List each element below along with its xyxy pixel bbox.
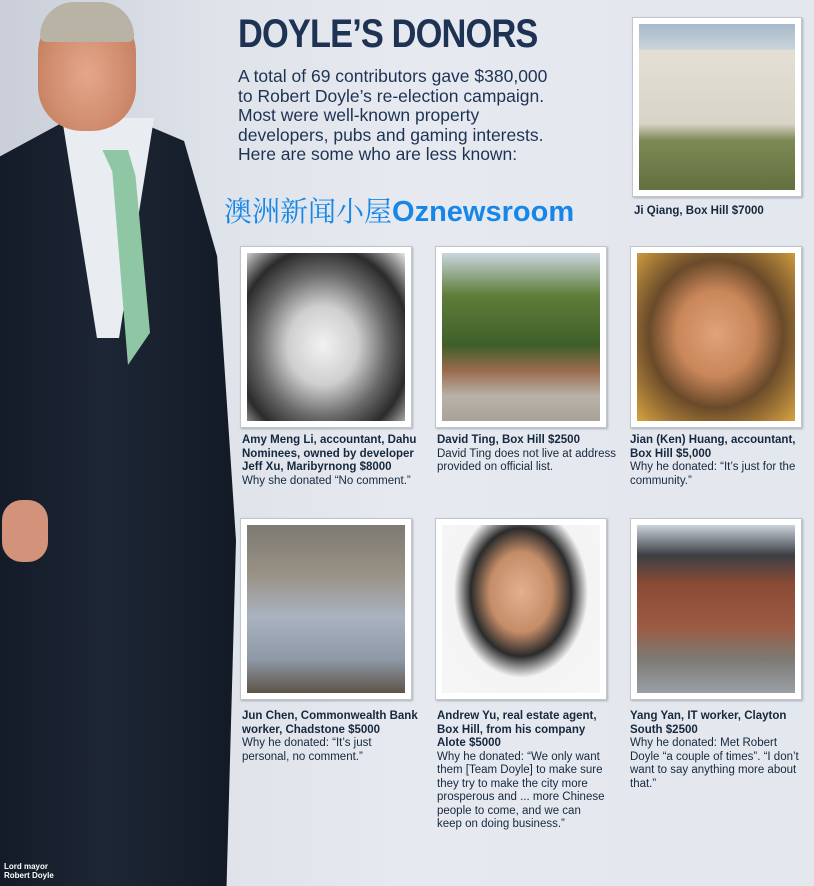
donor-note: Why he donated: Met Robert Doyle “a couple of times”. “I don’t want to say anything more about that.” [630, 737, 799, 790]
donor-note: Why he donated: “It’s just for the community.” [630, 461, 796, 487]
mayor-photo [0, 0, 240, 886]
donor-name [634, 205, 809, 219]
donor-photo-amy-meng-li [240, 246, 412, 428]
donor-caption-yang-yan [630, 710, 800, 791]
intro-line: Here are some who are less known: [238, 144, 518, 164]
donor-name [437, 434, 617, 448]
donor-photo-andrew-yu [435, 518, 607, 700]
donor-amount: $5000 [348, 723, 381, 736]
intro-text [238, 67, 578, 165]
intro-line: Most were well-known property [238, 105, 480, 125]
donor-caption-amy-meng-li [242, 434, 422, 488]
donor-name [630, 710, 800, 737]
donor-name [630, 434, 810, 461]
donor-amount: $8000 [359, 461, 392, 473]
donor-caption-david-ting [437, 434, 617, 475]
watermark [224, 190, 574, 230]
donor-photo-yang-yan [630, 518, 802, 700]
donor-photo-jian-huang [630, 246, 802, 428]
donor-name [242, 710, 422, 737]
donor-name [242, 434, 422, 475]
watermark-latin: Oznewsroom [392, 196, 575, 228]
donor-amount: $2500 [547, 434, 580, 446]
donor-name-text: Andrew Yu, real estate agent, Box Hill, from his company Alote [437, 710, 597, 749]
donor-amount: $7000 [731, 205, 764, 217]
donor-note: Why he donated: “It’s just personal, no comment.” [242, 737, 372, 763]
intro-line: to Robert Doyle’s re-election campaign. [238, 85, 545, 106]
donor-amount: $5,000 [676, 447, 712, 460]
donor-name-text: Amy Meng Li, accountant, Dahu Nominees, owned by developer Jeff Xu, Maribyrnong [242, 434, 417, 473]
donor-photo-david-ting [435, 246, 607, 428]
donor-photo-ji-qiang [632, 17, 802, 197]
donor-photo-jun-chen [240, 518, 412, 700]
watermark-cjk: 澳洲新闻小屋 [224, 195, 393, 228]
donor-amount: $5000 [468, 737, 501, 749]
donor-caption-andrew-yu [437, 710, 607, 832]
donor-note: David Ting does not live at address provided on official list. [437, 447, 616, 473]
street-image [442, 253, 600, 421]
intro-line: developers, pubs and gaming interests. [238, 124, 544, 145]
donor-name-text: Yang Yan, IT worker, Clayton South [630, 710, 787, 736]
donor-name-text: Jian (Ken) Huang, accountant, Box Hill [630, 434, 796, 460]
house-image [639, 24, 795, 190]
donor-caption-jun-chen [242, 710, 422, 764]
portrait-image [442, 525, 600, 693]
donor-name-text: Jun Chen, Commonwealth Bank worker, Chadstone [242, 710, 418, 736]
donor-note: Why he donated: “We only want them [Team Doyle] to make sure they try to make the city more prosperous and ... more Chinese people to come, and we can keep on doing business.” [437, 750, 605, 830]
portrait-image [247, 525, 405, 693]
intro-line: A total of 69 contributors gave $380,000 [238, 66, 548, 86]
headline: DOYLE’S DONORS [238, 12, 538, 56]
portrait-image [637, 253, 795, 421]
mayor-hair [40, 2, 134, 42]
mayor-caption [4, 862, 54, 880]
mayor-caption-line1: Lord mayor [4, 862, 49, 871]
house-image [637, 525, 795, 693]
donor-amount: $2500 [665, 723, 698, 736]
mayor-caption-line2: Robert Doyle [4, 871, 54, 880]
donor-name-text: David Ting, Box Hill [437, 434, 545, 446]
donor-caption-jian-huang [630, 434, 810, 488]
portrait-sketch-image [247, 253, 405, 421]
donor-note: Why she donated “No comment.” [242, 474, 411, 487]
donor-name [437, 710, 607, 751]
mayor-hand [2, 500, 48, 562]
donor-name-text: Ji Qiang, Box Hill [634, 205, 729, 217]
donor-caption-ji-qiang [634, 205, 809, 219]
